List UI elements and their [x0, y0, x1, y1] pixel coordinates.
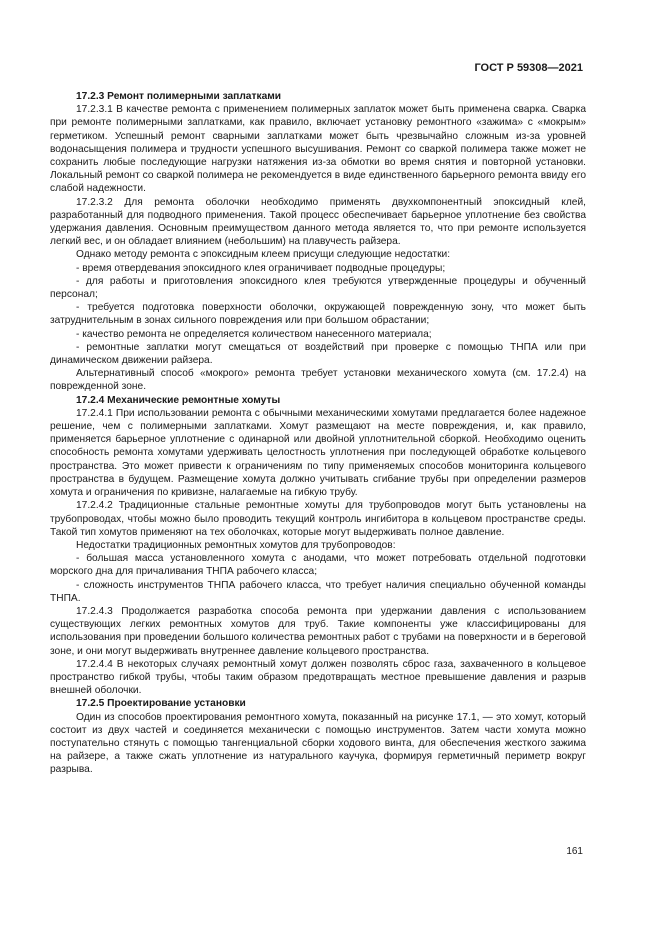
section-heading: 17.2.3 Ремонт полимерными заплатками — [76, 91, 282, 102]
document-header: ГОСТ Р 59308—2021 — [474, 62, 583, 74]
paragraph: 17.2.3.1 В качестве ремонта с применением полимерных заплаток может быть применена сварка. Сварка при ремонте полимерными заплатками, как правило, включает установку ремонтного «зажима» с «мокрым» герметиком. Успешный ремонт сварными заплатками может быть чрезвычайно сложным из-за уровней водонасыщения полимера и трудности успешного высушивания. Ремонт со сваркой полимера также может не сохранить любые последующие нагрузки натяжения из-за обмотки во время снятия и повторной установки. Локальный ремонт со сваркой полимера не рекомендуется в виде единственного барьерного ремонта ввиду его слабой надежности. — [50, 104, 586, 195]
paragraph: Однако методу ремонта с эпоксидным клеем присущи следующие недостатки: — [76, 249, 451, 261]
page-number: 161 — [566, 846, 583, 857]
paragraph: 17.2.4.3 Продолжается разработка способа ремонта при удержании давления с использованием существующих легких ремонтных хомутов для труб. Такие компоненты уже классифицированы для использования при проведении большого количества ремонтных работ с трубами на поверхности и в береговой зоне, и они могут выдерживать внутреннее давление кольцевого пространства. — [50, 605, 586, 657]
list-item: - время отвердевания эпоксидного клея ограничивает подводные процедуры; — [76, 262, 446, 274]
list-item: - сложность инструментов ТНПА рабочего класса, что требует наличия специально обученной команды ТНПА. — [50, 579, 586, 604]
section-heading: 17.2.4 Механические ремонтные хомуты — [76, 394, 281, 406]
paragraph: Недостатки традиционных ремонтных хомутов для трубопроводов: — [76, 539, 396, 551]
list-item: - требуется подготовка поверхности оболочки, окружающей поврежденную зону, что может быть затруднительным в зонах сильного повреждения или при большом обрастании; — [50, 302, 586, 327]
list-item: - большая масса установленного хомута с анодами, что может потребовать отдельной подготовки морского дна для причаливания ТНПА рабочего класса; — [50, 553, 586, 578]
paragraph: Альтернативный способ «мокрого» ремонта требует установки механического хомута (см. 17.2.4) на поврежденной зоне. — [50, 368, 586, 393]
paragraph: 17.2.4.1 При использовании ремонта с обычными механическими хомутами предлагается более надежное решение, чем с полимерными заплатками. Хомут размещают на месте повреждения, и, как правило, применяется барьерное уплотнение с одинарной или двойной уплотнительной сборкой. Необходимо оценить способность ремонта хомутами удерживать целостность уплотнения при последующей обработке кольцевого пространства. Это может привести к ограничениям по типу применяемых способов мониторинга кольцевого пространства в будущем. Размещение хомута должно учитывать сгибание трубы при определении размеров хомута и ограничения по кривизне, налагаемые на гибкую трубу. — [50, 407, 586, 499]
section-heading: 17.2.5 Проектирование установки — [76, 698, 246, 710]
paragraph: 17.2.3.2 Для ремонта оболочки необходимо применять двухкомпонентный эпоксидный клей, разработанный для подводного применения. Такой процесс обеспечивает барьерное уплотнение без свойства удержания давления. Основным преимуществом данного метода является то, что при ремонте используется легкий вес, и он обладает влиянием (небольшим) на плавучесть райзера. — [50, 196, 586, 248]
document-body — [50, 90, 586, 777]
paragraph: 17.2.4.2 Традиционные стальные ремонтные хомуты для трубопроводов могут быть установлены на трубопроводах, чтобы можно было проводить текущий контроль ингибитора в кольцевом пространстве среды. Такой тип хомутов применяют на тех оболочках, которые могут выдерживать полное давление. — [50, 500, 586, 538]
list-item: - ремонтные заплатки могут смещаться от воздействий при проверке с помощью ТНПА или при динамическом движении райзера. — [50, 341, 586, 367]
list-item: - качество ремонта не определяется количеством нанесенного материала; — [76, 328, 432, 340]
paragraph: 17.2.4.4 В некоторых случаях ремонтный хомут должен позволять сброс газа, захваченного в кольцевое пространство гибкой трубы, чтобы таким образом предотвращать местное превышение давления и разрыв внешней оболочки. — [50, 658, 586, 697]
list-item: - для работы и приготовления эпоксидного клея требуются утвержденные процедуры и обученный персонал; — [50, 275, 586, 301]
paragraph: Один из способов проектирования ремонтного хомута, показанный на рисунке 17.1, — это хомут, который состоит из двух частей и соединяется механически с помощью инструментов. Затем части хомута можно поступательно стянуть с помощью тангенциальной сборки ходового винта, для обеспечения жесткого зажима на райзере, а также сжать уплотнение из натурального каучука, формируя герметичный периметр вокруг разрыва. — [50, 711, 586, 776]
